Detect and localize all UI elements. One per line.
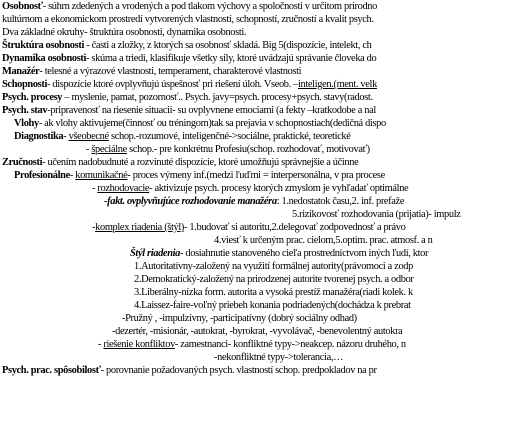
styl-4-line xyxy=(134,299,411,312)
term-vlohy: Vlohy xyxy=(14,118,39,129)
styl-1-line xyxy=(134,260,413,273)
specialne-line xyxy=(86,143,370,156)
definition-text: - dispozície ktoré ovplyvňujú úspešnosť pri riešení úloh. Vseob. – xyxy=(47,79,298,90)
underlined-term: riešenie konfliktov xyxy=(103,339,175,350)
term-psych-prac-sposobilost: Psych. prac. spôsobilosť xyxy=(2,365,101,376)
zakladne-okruhy-line xyxy=(2,26,246,39)
underlined-term: špeciálne xyxy=(91,144,127,155)
term-schopnosti: Schopnosti xyxy=(2,79,48,90)
text: 2.Demokratický-založený na prirodzenej autorite tvorenej psych. a odbor xyxy=(134,274,414,285)
definition-text: -pripravenosť na riesenie situacii- su ovplyvnene emociami (a fekty –kratkodobe a nal xyxy=(47,105,376,116)
term-profesionalne: Profesionálne xyxy=(14,170,70,181)
term-struktura-osobnosti: Štruktúra osobnosti xyxy=(2,40,84,51)
definition-text: - súhrn zdedených a vrodených a pod tlakom výchovy a spoločnosti v určitom prírodno xyxy=(42,1,377,12)
styl-riadenia-line xyxy=(130,247,428,260)
definition-text: - proces výmeny inf.(medzi ľuďmi = interpersonálna, v pra procese xyxy=(127,170,385,181)
schopnosti-line xyxy=(2,78,377,91)
definition-text: schop.- pre konkrétnu Profesiu(schop. rozhodovať, motivovať) xyxy=(126,144,370,155)
styl-3-line xyxy=(134,286,413,299)
text: - xyxy=(86,144,92,155)
text: 1.Autoritatívny-založený na využití formálnej autority(právomoci a zodp xyxy=(134,261,413,272)
text: 3.Liberálny-nízka form. autorita a vysoká prestíž manažéra(riadi kolek. k xyxy=(134,287,413,298)
underlined-term: všeobecné xyxy=(68,131,109,142)
rizikovost-line xyxy=(292,208,461,221)
underlined-term: inteligen.(ment. velk xyxy=(298,79,377,90)
osobnost-definition-continued xyxy=(2,13,374,26)
definition-text: - zamestnanci- konfliktné typy->neakcep. názoru druhého, n xyxy=(174,339,406,350)
underlined-term: rozhodovacie xyxy=(97,183,150,194)
zrucnosti-line xyxy=(2,156,358,169)
term-diagnostika: Diagnostika xyxy=(14,131,64,142)
osobnost-definition-line xyxy=(2,0,377,13)
definition-text: - telesné a výrazové vlastnosti, temperament, charakterové vlastnosti xyxy=(39,66,302,77)
riesenie-konfliktov-line xyxy=(98,338,406,351)
definition-text: - učením nadobudnuté a rozvinuté dispozície, ktoré umožňujú správnejšie a účinne xyxy=(42,157,359,168)
definition-text: - aktivizuje psych. procesy ktorých zmyslom je vyhľadať optimálne xyxy=(149,183,409,194)
term-osobnost: Osobnosť xyxy=(2,1,43,12)
definition-text: - ak vlohy aktivujeme(činnosť ou tréningom)tak sa prejavia v schopnostiach(dedičná dispo xyxy=(38,118,386,129)
psych-stav-line xyxy=(2,104,376,117)
term-faktory-rozhodovania: -fakt. ovplyvňujúce rozhodovanie manažéra xyxy=(104,196,277,207)
psych-procesy-line xyxy=(2,91,373,104)
text: - xyxy=(63,131,69,142)
typy-manazerov-line xyxy=(112,325,402,338)
text: kultúrnom a ekonomickom prostredí vytvorených vlastností, schopností, zručností a kvalít psych. xyxy=(2,14,374,25)
text: - xyxy=(92,183,98,194)
text: -Pružný , -impulzívny, -participatívny (dobrý sociálny odhad) xyxy=(122,313,357,324)
text: 4.Laissez-faire-voľný priebeh konania podriadených(dochádza k prebrat xyxy=(134,300,411,311)
dynamika-osobnosti-line xyxy=(2,52,376,65)
term-dynamika-osobnosti: Dynamika osobnosti xyxy=(2,53,87,64)
diagnostika-line xyxy=(14,130,351,143)
styl-2-line xyxy=(134,273,414,286)
definition-text: - porovnanie požadovaných psych. vlastností schop. predpokladov na pr xyxy=(100,365,377,376)
text: 5.rizikovosť rozhodovania (prijatia)- impulz xyxy=(292,209,461,220)
text: -dezertér, -misionár, -autokrat, -byrokrat, -vyvolávač, -benevolentný autokra xyxy=(112,326,403,337)
rozhodovacie-line xyxy=(92,182,408,195)
faktory-rozhodovania-line xyxy=(104,195,404,208)
term-styl-riadenia: Štýl riadenia xyxy=(130,248,181,259)
text: - xyxy=(98,339,104,350)
definition-text: - dosiahnutie stanoveného cieľa prostredníctvom iných ľudí, ktor xyxy=(180,248,429,259)
struktura-osobnosti-line xyxy=(2,39,371,52)
viest-line xyxy=(214,234,433,247)
text: 4.viesť k určeným prac. cielom,5.optim. prac. atmosf. a n xyxy=(214,235,433,246)
text: - xyxy=(92,222,96,233)
text: Dva základné okruhy- štruktúra osobnosti, dynamika osobnosti. xyxy=(2,27,247,38)
text: - xyxy=(69,170,76,181)
psych-prac-sposobilost-line xyxy=(2,364,377,377)
typy-line xyxy=(122,312,357,325)
definition-text: schop.-rozumové, inteligenčné->sociálne, praktické, teoretické xyxy=(108,131,351,142)
definition-text: - 1.budovať si autoritu,2.delegovať zodpovednosť a právo xyxy=(184,222,406,233)
term-zrucnosti: Zručnosti xyxy=(2,157,43,168)
definition-text: - časti a zložky, z ktorých sa osobnosť skladá. Big 5(dispozície, intelekt, ch xyxy=(83,40,372,51)
definition-text: : 1.nedostatok času,2. inf. prefaže xyxy=(276,196,405,207)
definition-text: - skúma a triedi, klasifikuje všetky sily, ktoré uvádzajú správanie človeka do xyxy=(86,53,377,64)
vlohy-line xyxy=(14,117,386,130)
underlined-term: komplex riadenia (štýl) xyxy=(95,222,185,233)
definition-text: – myslenie, pamat, pozornosť.. Psych. javy=psych. procesy+psych. stavy(radost. xyxy=(62,92,373,103)
term-manazer: Manažér xyxy=(2,66,40,77)
nekonfliktne-typy-line xyxy=(214,351,343,364)
komplex-riadenia-line xyxy=(92,221,405,234)
manazer-line xyxy=(2,65,301,78)
underlined-term: komunikačné xyxy=(75,170,128,181)
text: -nekonfliktné typy->tolerancia,… xyxy=(214,352,344,363)
term-psych-procesy: Psych. procesy xyxy=(2,92,63,103)
profesionalne-line xyxy=(14,169,385,182)
term-psych-stav: Psych. stav xyxy=(2,105,48,116)
